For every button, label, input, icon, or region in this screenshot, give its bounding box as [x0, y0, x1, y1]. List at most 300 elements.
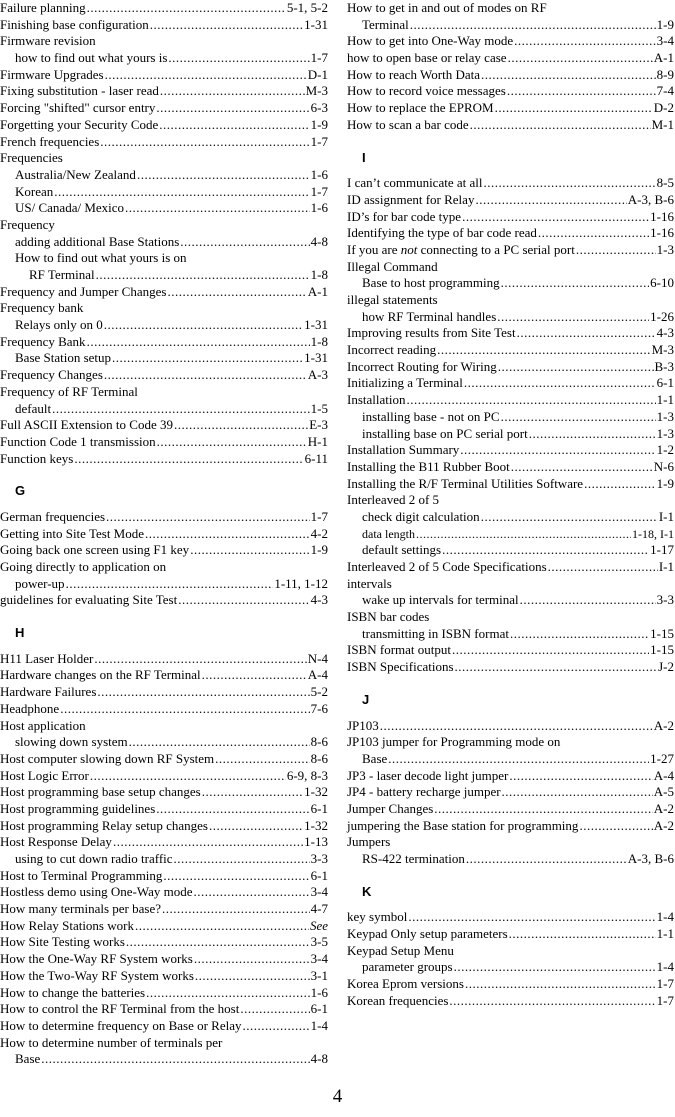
page-reference: 8-6 — [310, 734, 328, 750]
index-entry — [347, 192, 674, 209]
index-entry — [347, 459, 674, 476]
entry-text: Frequency Changes — [0, 367, 103, 383]
entry-text: How to determine number of terminals per — [0, 1034, 223, 1050]
entry-text: wake up intervals for terminal — [362, 592, 519, 608]
page-reference: A-2 — [653, 817, 674, 833]
index-group-label — [347, 0, 674, 17]
index-entry — [0, 768, 328, 785]
dot-leader — [90, 768, 286, 785]
dot-leader — [54, 184, 309, 201]
entry-text: Hardware changes on the RF Terminal — [0, 667, 201, 683]
entry-text: Firmware Upgrades — [0, 66, 104, 82]
entry-text: ID assignment for Relay — [347, 191, 475, 207]
page-reference: M-3 — [305, 83, 328, 99]
page-reference: 1-32 — [304, 784, 328, 800]
entry-text: Identifying the type of bar code read — [347, 225, 537, 241]
page-reference: 1-11, 1-12 — [274, 575, 328, 591]
entry-text: using to cut down radio traffic — [15, 851, 173, 866]
index-entry — [0, 317, 328, 334]
dot-leader — [100, 134, 309, 151]
index-entry — [347, 409, 674, 426]
page-reference: 6-1 — [656, 375, 674, 391]
dot-leader — [193, 884, 309, 901]
page-reference: 6-10 — [650, 275, 674, 291]
page-reference: 1-7 — [310, 183, 328, 199]
index-entry — [347, 309, 674, 326]
page-reference: N-4 — [307, 650, 328, 666]
page-reference: 4-3 — [656, 325, 674, 341]
dot-leader — [157, 434, 307, 451]
entry-text: How to determine frequency on Base or Relay — [0, 1017, 242, 1033]
entry-text: Korean — [15, 183, 54, 199]
index-group-label — [0, 1035, 328, 1052]
index-entry — [0, 200, 328, 217]
index-group-label — [0, 300, 328, 317]
index-entry — [0, 1018, 328, 1035]
dot-leader — [511, 459, 653, 476]
page-reference: A-5 — [653, 784, 674, 800]
page-reference: 7-4 — [656, 83, 674, 99]
page-reference: 4-8 — [310, 1051, 328, 1067]
page-reference: 1-31 — [304, 350, 328, 366]
dot-leader — [475, 192, 626, 209]
index-entry — [0, 100, 328, 117]
dot-leader — [481, 509, 658, 526]
entry-text: How many terminals per base? — [0, 901, 162, 917]
index-entry — [347, 801, 674, 818]
entry-text-part: connecting to a PC serial port — [417, 241, 575, 257]
index-entry — [347, 509, 674, 526]
entry-text: Base Station setup — [15, 350, 112, 366]
dot-leader — [74, 451, 303, 468]
index-entry — [347, 100, 674, 117]
dot-leader — [509, 768, 652, 785]
index-entry — [347, 642, 674, 659]
index-entry — [0, 350, 328, 367]
index-group-label — [0, 718, 328, 735]
dot-leader — [510, 626, 649, 643]
dot-leader — [41, 1051, 309, 1068]
entry-text: How the One-Way RF System works — [0, 951, 193, 967]
index-group-label — [0, 250, 328, 267]
page-reference: B-3 — [654, 358, 674, 374]
entry-text: Frequency bank — [0, 300, 84, 316]
entry-text: JP103 jumper for Programming mode on — [347, 734, 561, 750]
index-entry — [0, 651, 328, 668]
page-reference: 3-3 — [310, 851, 328, 866]
dot-leader — [408, 909, 655, 926]
entry-text: Host to Terminal Programming — [0, 867, 163, 883]
dot-leader — [507, 83, 656, 100]
page-reference: 4-8 — [310, 233, 328, 249]
entry-text: installing base on PC serial port — [362, 425, 528, 441]
index-entry — [347, 993, 674, 1010]
index-entry — [347, 851, 674, 868]
page-reference: 1-7 — [310, 50, 328, 66]
index-entry — [347, 659, 674, 676]
entry-text: check digit calculation — [362, 508, 480, 524]
entry-text: Finishing base configuration — [0, 16, 149, 32]
entry-text: How Site Testing works — [0, 934, 125, 950]
page-reference: 1-5 — [310, 400, 328, 416]
dot-leader — [466, 851, 627, 868]
dot-leader — [156, 801, 309, 818]
entry-text: Installation — [347, 392, 406, 408]
entry-text: How to change the batteries — [0, 984, 146, 1000]
dot-leader — [240, 1001, 309, 1018]
dot-leader — [442, 542, 649, 559]
entry-text: default — [15, 400, 52, 416]
entry-text-part: If you are — [347, 241, 401, 257]
page-reference: 4-3 — [310, 592, 328, 608]
entry-text: RS-422 termination — [362, 851, 465, 866]
page-reference: 1-27 — [650, 750, 674, 766]
entry-text: Host programming guidelines — [0, 800, 156, 816]
entry-text: H11 Laser Holder — [0, 650, 94, 666]
index-entry — [347, 718, 674, 735]
entry-text: Host application — [0, 717, 86, 733]
index-entry — [0, 117, 328, 134]
dot-leader — [576, 242, 656, 259]
dot-leader — [520, 592, 656, 609]
entry-text: JP4 - battery recharge jumper — [347, 784, 501, 800]
dot-leader — [106, 509, 310, 526]
dot-leader — [464, 375, 656, 392]
index-entry — [0, 834, 328, 851]
entry-text: slowing down system — [15, 734, 128, 750]
page-reference: 1-1 — [656, 392, 674, 408]
dot-leader — [104, 317, 303, 334]
page-reference: N-6 — [653, 458, 674, 474]
entry-text: Installation Summary — [347, 442, 460, 458]
page-reference: 1-9 — [310, 542, 328, 558]
dot-leader — [380, 718, 653, 735]
entry-text: guidelines for evaluating Site Test — [0, 592, 178, 608]
dot-leader — [579, 818, 652, 835]
page-reference: 1-1 — [656, 926, 674, 942]
dot-leader — [437, 342, 650, 359]
dot-leader — [538, 225, 649, 242]
index-entry — [0, 0, 328, 17]
index-entry — [0, 526, 328, 543]
page-reference: M-1 — [651, 116, 674, 132]
page-reference: 6-11 — [304, 450, 328, 466]
index-entry — [0, 184, 328, 201]
entry-text: Forgetting your Security Code — [0, 116, 159, 132]
section-heading-k: K — [362, 883, 372, 899]
index-entry — [0, 818, 328, 835]
index-entry — [347, 117, 674, 134]
entry-text: How to get in and out of modes on RF — [347, 0, 547, 15]
index-column-left — [0, 0, 328, 1068]
dot-leader — [495, 100, 653, 117]
index-entry — [347, 50, 674, 67]
entry-text: Installing the B11 Rubber Boot — [347, 458, 510, 474]
entry-text: How to reach Worth Data — [347, 66, 481, 82]
dot-leader — [498, 359, 654, 376]
entry-text: Korean frequencies — [347, 992, 449, 1008]
page-reference: See — [309, 917, 328, 933]
page-reference: 1-8 — [310, 333, 328, 349]
entry-text: how to find out what yours is — [15, 50, 168, 66]
index-entry — [0, 592, 328, 609]
page-reference: 3-1 — [310, 967, 328, 983]
page-reference: 3-4 — [656, 33, 674, 49]
dot-leader — [113, 834, 303, 851]
dot-leader — [202, 784, 303, 801]
index-entry — [0, 67, 328, 84]
dot-leader — [190, 542, 309, 559]
entry-text: Host Response Delay — [0, 834, 112, 850]
entry-text: installing base - not on PC — [362, 408, 500, 424]
index-entry — [347, 325, 674, 342]
index-entry — [0, 417, 328, 434]
index-entry — [0, 968, 328, 985]
dot-leader — [104, 367, 307, 384]
page-reference: 6-1 — [310, 867, 328, 883]
page-reference: 3-5 — [310, 934, 328, 950]
page-reference: 1-4 — [310, 1017, 328, 1033]
page-reference: 8-6 — [310, 750, 328, 766]
entry-text: Host programming Relay setup changes — [0, 817, 208, 833]
entry-text: Going directly to application on — [0, 559, 167, 574]
dot-leader — [162, 901, 310, 918]
entry-text: Frequency and Jumper Changes — [0, 283, 167, 299]
dot-leader — [174, 851, 310, 868]
index-entry — [347, 242, 674, 259]
dot-leader — [168, 50, 309, 67]
page-reference: 1-4 — [656, 909, 674, 925]
page-reference: 1-16 — [650, 208, 674, 224]
index-entry — [347, 959, 674, 976]
page-reference: 8-5 — [656, 175, 674, 191]
page-reference: 1-31 — [304, 16, 328, 32]
entry-text: Terminal — [362, 16, 409, 32]
page-reference: 6-9, 8-3 — [286, 767, 328, 783]
dot-leader — [455, 659, 658, 676]
dot-leader — [145, 526, 310, 543]
page-reference: 1-6 — [310, 200, 328, 216]
section-heading-i: I — [362, 149, 366, 165]
index-entry — [347, 592, 674, 609]
page-reference: 1-18, I-1 — [632, 526, 674, 541]
index-entry — [0, 1001, 328, 1018]
entry-text: How to control the RF Terminal from the host — [0, 1001, 240, 1017]
entry-text: Frequency — [0, 216, 55, 232]
page-reference: 1-16 — [650, 225, 674, 241]
entry-text: intervals — [347, 575, 392, 591]
entry-text: Relays only on 0 — [15, 317, 103, 333]
index-entry — [0, 851, 328, 868]
entry-text: Jumper Changes — [347, 800, 434, 816]
entry-text: Firmware revision — [0, 33, 96, 49]
page-reference: 1-32 — [304, 817, 328, 833]
index-entry — [0, 267, 328, 284]
dot-leader — [150, 17, 303, 34]
index-entry — [0, 868, 328, 885]
index-group-label — [0, 384, 328, 401]
dot-leader — [135, 918, 309, 935]
section-heading-h: H — [15, 625, 25, 641]
entry-text: Incorrect Routing for Wiring — [347, 358, 497, 374]
entry-text: ISBN bar codes — [347, 609, 430, 625]
index-entry — [0, 1051, 328, 1068]
dot-leader — [105, 67, 307, 84]
dot-leader — [195, 968, 310, 985]
dot-leader — [501, 409, 656, 426]
dot-leader — [243, 1018, 310, 1035]
dot-leader — [407, 392, 656, 409]
dot-leader — [178, 592, 309, 609]
dot-leader — [87, 334, 310, 351]
entry-text: Base to host programming — [362, 275, 500, 291]
index-entry — [0, 951, 328, 968]
entry-text: US/ Canada/ Mexico — [15, 200, 125, 216]
dot-leader — [202, 667, 307, 684]
entry-text: illegal statements — [347, 292, 438, 307]
index-entry — [0, 784, 328, 801]
entry-text: Function Code 1 transmission — [0, 433, 156, 449]
page-reference: 1-26 — [650, 308, 674, 324]
index-group-label — [347, 609, 674, 626]
index-entry — [0, 367, 328, 384]
page-reference: 1-15 — [650, 642, 674, 658]
index-entry — [347, 818, 674, 835]
dot-leader — [180, 234, 309, 251]
entry-text: data length — [362, 526, 415, 541]
entry-text: Base — [15, 1051, 41, 1067]
index-entry — [347, 542, 674, 559]
page-reference: 5-2 — [310, 684, 328, 700]
entry-text: How to find out what yours is on — [15, 250, 187, 266]
index-entry — [347, 526, 674, 543]
index-entry — [0, 83, 328, 100]
index-entry — [0, 234, 328, 251]
entry-text — [347, 242, 575, 259]
index-entry — [0, 284, 328, 301]
index-entry — [347, 768, 674, 785]
entry-text: German frequencies — [0, 508, 106, 524]
entry-text: Forcing "shifted" cursor entry — [0, 100, 156, 116]
index-entry — [0, 50, 328, 67]
dot-leader — [483, 175, 655, 192]
dot-leader — [194, 951, 310, 968]
index-entry — [347, 976, 674, 993]
entry-text: how to open base or relay case — [347, 50, 507, 66]
index-entry — [347, 275, 674, 292]
index-column-right — [347, 0, 674, 1010]
page-reference: 6-3 — [310, 100, 328, 116]
entry-text: Hardware Failures — [0, 684, 97, 700]
dot-leader — [137, 167, 310, 184]
page-number: 4 — [332, 1086, 343, 1107]
dot-leader — [66, 576, 274, 593]
index-entry — [347, 359, 674, 376]
entry-text: Getting into Site Test Mode — [0, 525, 145, 541]
page-reference: 1-15 — [650, 625, 674, 641]
index-group-label — [0, 33, 328, 50]
dot-leader — [167, 284, 306, 301]
page-reference: 1-9 — [656, 16, 674, 32]
dot-leader — [156, 100, 309, 117]
index-entry — [0, 334, 328, 351]
index-group-label — [0, 559, 328, 576]
index-entry — [347, 926, 674, 943]
entry-text: Installing the R/F Terminal Utilities Software — [347, 475, 584, 491]
dot-leader — [584, 476, 656, 493]
entry-text: Interleaved 2 of 5 Code Specifications — [347, 559, 547, 574]
page-reference: A-3 — [307, 367, 328, 383]
dot-leader — [163, 868, 309, 885]
entry-text: Hostless demo using One-Way mode — [0, 884, 193, 900]
index-entry — [347, 209, 674, 226]
index-entry — [0, 918, 328, 935]
index-entry — [347, 342, 674, 359]
entry-text: Base — [362, 750, 388, 766]
page-reference: 1-9 — [656, 475, 674, 491]
index-group-label — [347, 292, 674, 309]
dot-leader — [60, 701, 309, 718]
dot-leader — [502, 784, 653, 801]
dot-leader — [529, 426, 656, 443]
index-entry — [0, 901, 328, 918]
index-entry — [347, 559, 674, 576]
entry-text: I can’t communicate at all — [347, 175, 483, 191]
index-entry — [347, 375, 674, 392]
dot-leader — [87, 0, 286, 17]
entry-text: Full ASCII Extension to Code 39 — [0, 417, 173, 433]
index-group-label — [347, 576, 674, 593]
page-reference: 1-3 — [656, 408, 674, 424]
dot-leader — [501, 275, 650, 292]
entry-text: Frequencies — [0, 150, 63, 166]
page-reference: A-2 — [653, 717, 674, 733]
dot-leader — [52, 401, 310, 418]
dot-leader — [125, 200, 310, 217]
dot-leader — [497, 309, 649, 326]
index-entry — [0, 701, 328, 718]
entry-text: Korea Eprom versions — [347, 976, 464, 992]
index-entry — [347, 784, 674, 801]
index-entry — [0, 734, 328, 751]
page-reference: A-4 — [307, 667, 328, 683]
index-entry — [0, 576, 328, 593]
page-reference: H-1 — [307, 433, 328, 449]
entry-text: How the Two-Way RF System works — [0, 967, 194, 983]
entry-text: JP3 - laser decode light jumper — [347, 767, 509, 783]
index-entry — [347, 442, 674, 459]
dot-leader — [460, 442, 655, 459]
page-reference: D-2 — [653, 100, 674, 116]
index-entry — [0, 134, 328, 151]
entry-text: Going back one screen using F1 key — [0, 542, 190, 558]
dot-leader — [388, 751, 649, 768]
index-entry — [347, 33, 674, 50]
entry-text: JP103 — [347, 717, 379, 733]
entry-text: Incorrect reading — [347, 342, 437, 358]
page-reference: 7-6 — [310, 700, 328, 716]
emphasis-text: not — [400, 241, 418, 257]
dot-leader — [508, 50, 653, 67]
index-entry — [347, 17, 674, 34]
entry-text: power-up — [15, 575, 65, 591]
page-reference: 4-7 — [310, 901, 328, 917]
index-entry — [0, 401, 328, 418]
page-reference: 4-2 — [310, 525, 328, 541]
index-entry — [0, 542, 328, 559]
page-reference: A-1 — [307, 283, 328, 299]
index-entry — [0, 667, 328, 684]
